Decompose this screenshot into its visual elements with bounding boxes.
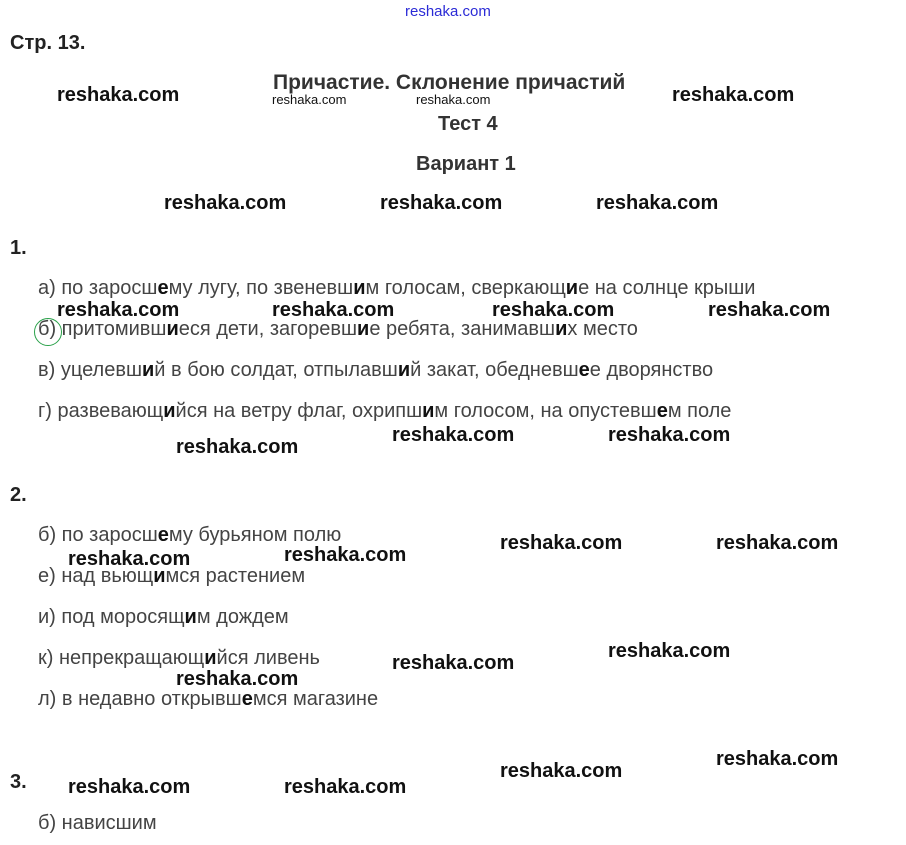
page-label: Стр. 13.	[10, 32, 86, 54]
watermark: reshaka.com	[68, 776, 191, 798]
question-1-option-v: в) уцелевший в бою солдат, отпылавший закат, обедневшее дворянство	[38, 359, 714, 381]
watermark: reshaka.com	[716, 532, 839, 554]
watermark: reshaka.com	[380, 192, 503, 214]
watermark: reshaka.com	[57, 299, 180, 321]
question-3-option-b: б) нависшим	[38, 812, 157, 834]
watermark: reshaka.com	[492, 299, 615, 321]
page-title: Причастие. Склонение причастий	[273, 71, 626, 94]
watermark: reshaka.com	[272, 92, 347, 107]
watermark: reshaka.com	[164, 192, 287, 214]
watermark: reshaka.com	[500, 532, 623, 554]
watermark: reshaka.com	[608, 424, 731, 446]
watermark: reshaka.com	[716, 748, 839, 770]
watermark: reshaka.com	[284, 776, 407, 798]
site-link[interactable]: reshaka.com	[405, 3, 491, 20]
watermark: reshaka.com	[672, 84, 795, 106]
watermark: reshaka.com	[708, 299, 831, 321]
question-2-option-l: л) в недавно открывшемся магазине	[38, 688, 379, 710]
watermark: reshaka.com	[68, 548, 191, 570]
watermark: reshaka.com	[596, 192, 719, 214]
question-2-number: 2.	[10, 484, 27, 506]
watermark: reshaka.com	[176, 668, 299, 690]
watermark: reshaka.com	[176, 436, 299, 458]
watermark: reshaka.com	[392, 652, 515, 674]
watermark: reshaka.com	[57, 84, 180, 106]
question-2-option-i: и) под моросящим дождем	[38, 606, 289, 628]
question-1-number: 1.	[10, 237, 27, 259]
question-1-option-a: а) по заросшему лугу, по звеневшим голосам, сверкающие на солнце крыши	[38, 277, 756, 299]
question-1-option-g: г) развевающийся на ветру флаг, охрипшим голосом, на опустевшем поле	[38, 400, 732, 422]
question-1-option-b: б) притомившиеся дети, загоревшие ребята, занимавших место	[38, 318, 638, 340]
watermark: reshaka.com	[272, 299, 395, 321]
watermark: reshaka.com	[392, 424, 515, 446]
watermark: reshaka.com	[608, 640, 731, 662]
watermark: reshaka.com	[284, 544, 407, 566]
question-3-number: 3.	[10, 771, 27, 793]
variant-heading: Вариант 1	[416, 153, 516, 175]
watermark: reshaka.com	[500, 760, 623, 782]
test-heading: Тест 4	[438, 113, 498, 135]
watermark: reshaka.com	[416, 92, 491, 107]
question-2-option-b: б) по заросшему бурьяном полю	[38, 524, 342, 546]
answer-circle-mark	[34, 318, 62, 346]
question-2-option-k: к) непрекращающийся ливень	[38, 647, 320, 669]
question-2-option-e: е) над вьющимся растением	[38, 565, 306, 587]
